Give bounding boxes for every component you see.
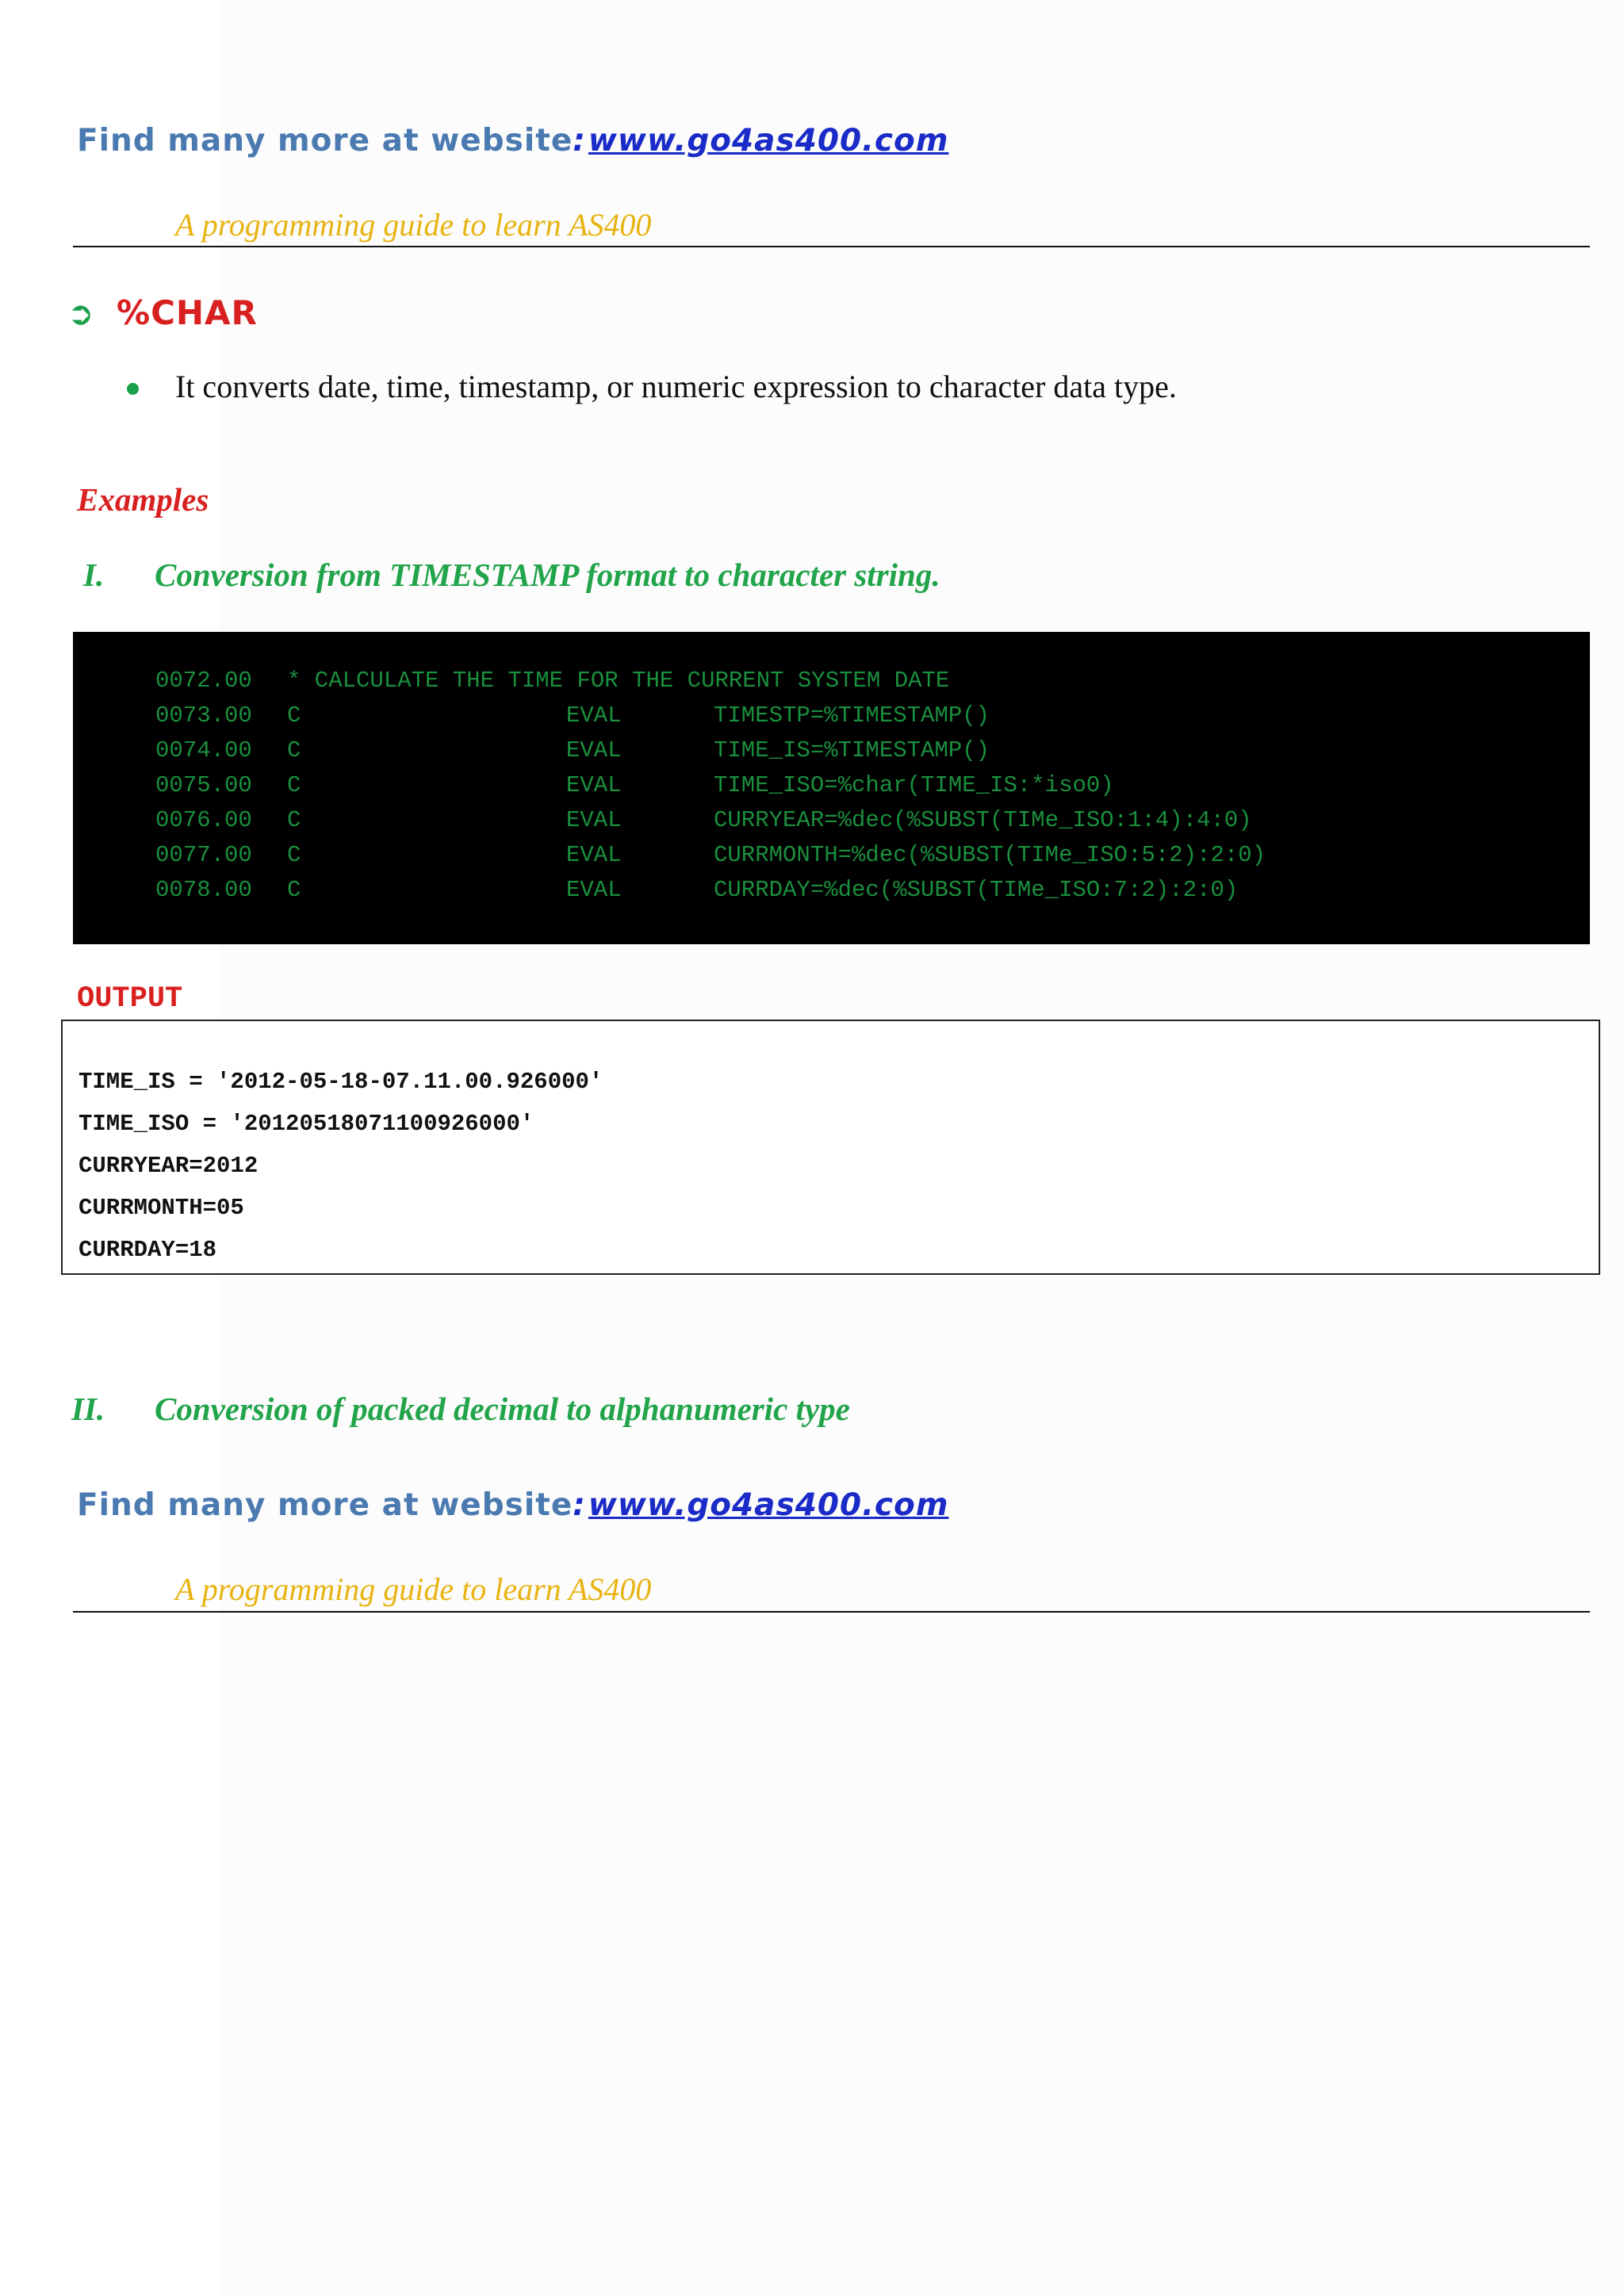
topic-heading <box>67 289 258 337</box>
code-expression: CURRYEAR=%dec(%SUBST(TIMe_ISO:1:4):4:0) <box>714 807 1252 833</box>
output-lines <box>79 1061 603 1271</box>
site-header-separator: : <box>573 123 585 159</box>
topic-title: %CHAR <box>117 293 258 332</box>
site-subtitle-top: A programming guide to learn AS400 <box>175 207 652 243</box>
site-header-label: Find many more at website <box>77 1487 573 1523</box>
code-seq-number: 0075.00 <box>155 772 252 798</box>
header-divider-bottom <box>73 1611 1590 1613</box>
code-expression: TIME_IS=%TIMESTAMP() <box>714 737 990 763</box>
output-line: TIME_ISO = '20120518071100926000' <box>79 1111 534 1137</box>
code-line <box>155 768 1266 803</box>
code-opcode: EVAL <box>566 702 622 729</box>
website-link[interactable]: www.go4as400.com <box>588 123 949 159</box>
output-line: TIME_IS = '2012-05-18-07.11.00.926000' <box>79 1069 603 1095</box>
site-header-label: Find many more at website <box>77 123 573 159</box>
output-line: CURRYEAR=2012 <box>79 1153 259 1179</box>
header-divider-top <box>73 246 1590 247</box>
code-line <box>155 873 1266 908</box>
output-label: OUTPUT <box>77 982 183 1016</box>
section-2-number: II. <box>71 1391 105 1427</box>
code-spec-type: C <box>287 737 301 763</box>
output-line: CURRDAY=18 <box>79 1237 217 1263</box>
site-subtitle-bottom: A programming guide to learn AS400 <box>175 1571 652 1607</box>
code-expression: TIMESTP=%TIMESTAMP() <box>714 702 990 729</box>
code-seq-number: 0073.00 <box>155 702 252 729</box>
code-opcode: EVAL <box>566 807 622 833</box>
code-spec-type: C <box>287 807 301 833</box>
code-block <box>73 632 1590 944</box>
code-spec-type: C <box>287 877 301 903</box>
code-seq-number: 0078.00 <box>155 877 252 903</box>
examples-heading: Examples <box>77 481 209 518</box>
code-expression: CURRMONTH=%dec(%SUBST(TIMe_ISO:5:2):2:0) <box>714 842 1266 868</box>
code-seq-number: 0074.00 <box>155 737 252 763</box>
topic-description: It converts date, time, timestamp, or numeric expression to character data type. <box>175 369 1177 404</box>
code-seq-number: 0077.00 <box>155 842 252 868</box>
code-line <box>155 838 1266 873</box>
code-spec-type: C <box>287 702 301 729</box>
output-box <box>61 1020 1600 1275</box>
code-seq-number: 0072.00 <box>155 668 252 694</box>
code-line <box>155 803 1266 838</box>
output-line: CURRMONTH=05 <box>79 1195 244 1221</box>
code-line <box>155 664 1266 698</box>
right-arrow-icon: ➲ <box>67 296 94 332</box>
code-lines <box>155 664 1266 908</box>
section-1-number: I. <box>83 557 105 593</box>
code-expression: TIME_ISO=%char(TIME_IS:*iso0) <box>714 772 1114 798</box>
code-spec-type: C <box>287 842 301 868</box>
code-opcode: EVAL <box>566 877 622 903</box>
code-expression: CURRDAY=%dec(%SUBST(TIMe_ISO:7:2):2:0) <box>714 877 1239 903</box>
code-opcode: EVAL <box>566 842 622 868</box>
bullet-dot-icon <box>127 383 139 395</box>
code-line <box>155 698 1266 733</box>
site-header-separator: : <box>573 1487 585 1523</box>
section-2-title: Conversion of packed decimal to alphanumeric type <box>155 1391 850 1427</box>
code-opcode: EVAL <box>566 772 622 798</box>
code-comment: * CALCULATE THE TIME FOR THE CURRENT SYSTEM DATE <box>287 668 950 694</box>
code-line <box>155 733 1266 768</box>
code-spec-type: C <box>287 772 301 798</box>
website-link[interactable]: www.go4as400.com <box>588 1487 949 1523</box>
section-1-title: Conversion from TIMESTAMP format to character string. <box>155 557 940 593</box>
site-header-bottom <box>77 1482 948 1529</box>
code-opcode: EVAL <box>566 737 622 763</box>
code-seq-number: 0076.00 <box>155 807 252 833</box>
site-header-top <box>77 117 948 165</box>
